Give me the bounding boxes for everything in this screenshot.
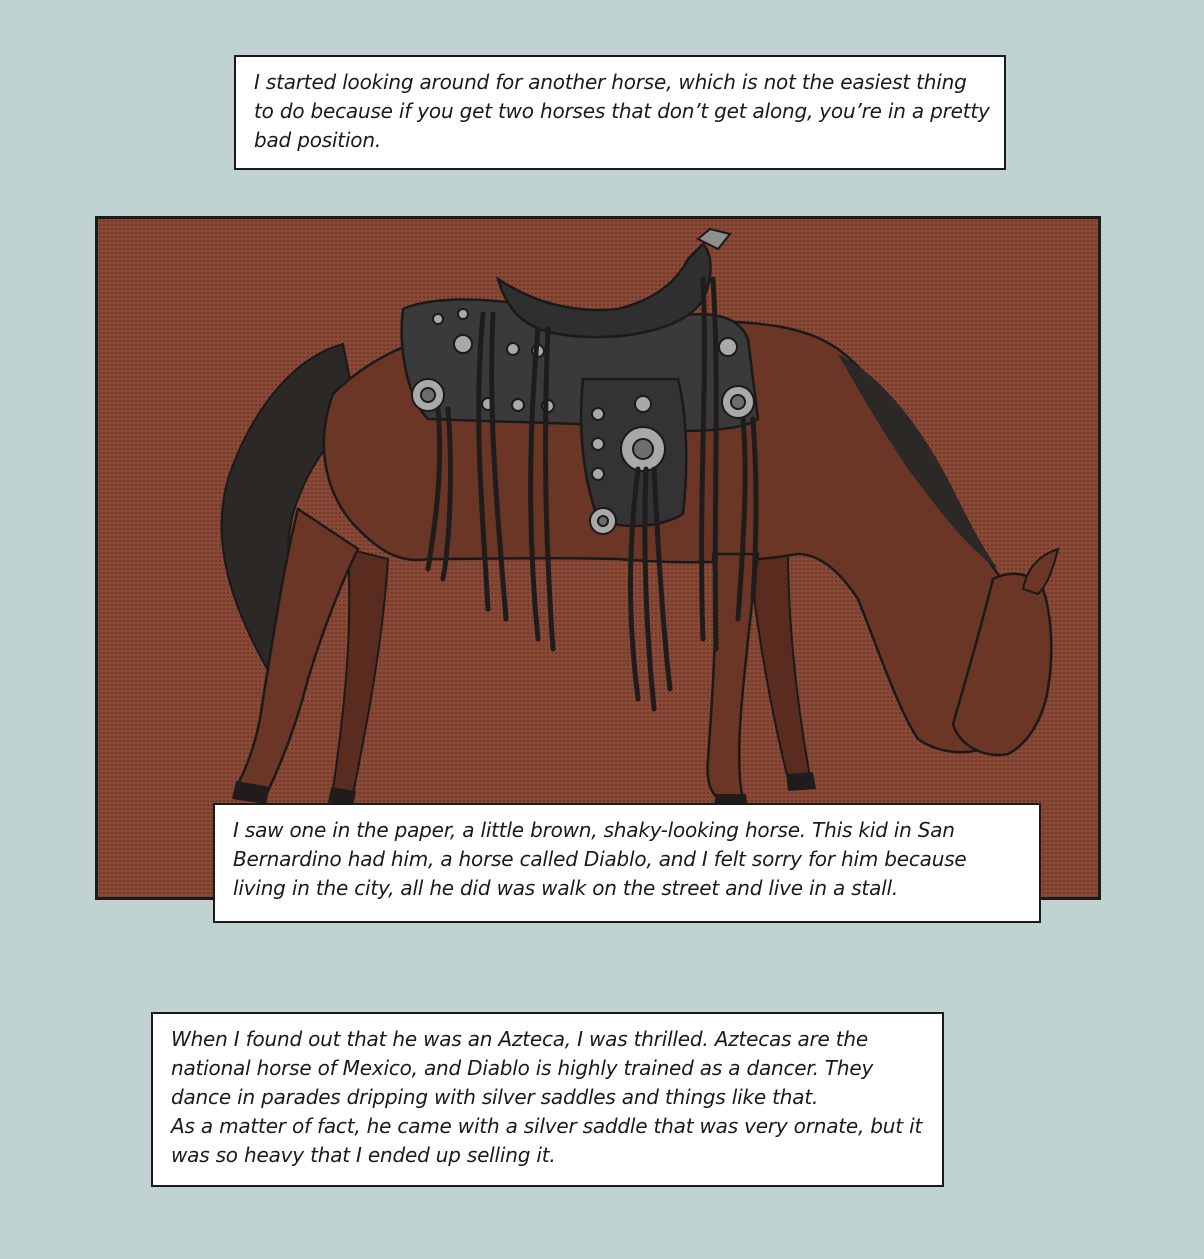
illustration-panel (95, 216, 1101, 900)
caption-text-bottom-2: As a matter of fact, he came with a silver saddle that was very ornate, but it was so heavy that I ended up selling it. (171, 1114, 923, 1167)
caption-box-top (234, 55, 1006, 170)
horse-far-front-leg (748, 549, 810, 779)
horse-saddle-illustration (98, 219, 1098, 897)
caption-box-bottom (151, 1012, 944, 1187)
horse-ear (1023, 549, 1058, 594)
caption-text-middle: I saw one in the paper, a little brown, shaky-looking horse. This kid in San Bernardino had him, a horse called Diablo, and I felt sorry for him because living in the city, all he did was walk on the street and live in a stall. (233, 818, 967, 900)
horse-far-front-hoof (786, 772, 816, 791)
caption-text-bottom-1: When I found out that he was an Azteca, I was thrilled. Aztecas are the national horse of Mexico, and Diablo is highly trained as a dancer. They dance in parades dripping with silver saddles and things like that. (171, 1027, 874, 1109)
caption-text-top: I started looking around for another horse, which is not the easiest thing to do because if you get two horses that don’t get along, you’re in a pretty bad position. (254, 70, 990, 152)
caption-box-middle (213, 803, 1041, 923)
